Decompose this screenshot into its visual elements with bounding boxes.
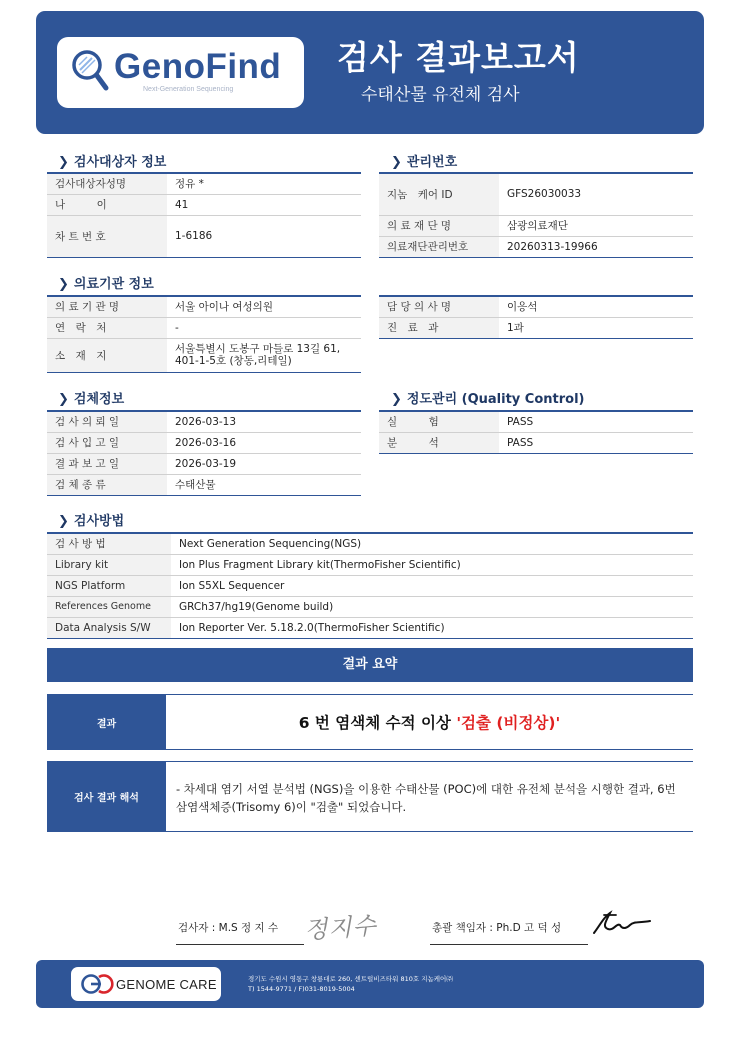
specimen-table	[47, 410, 361, 496]
field-label: 의 료 재 단 명	[379, 215, 499, 236]
table-row	[47, 474, 361, 495]
interpretation-text: - 차세대 염기 서열 분석법 (NGS)을 이용한 수태산물 (POC)에 대한 유전체 분석을 시행한 결과, 6번 삼염색체증(Trisomy 6)이 "검출" 되었습니다.	[176, 782, 676, 814]
field-label: 연 락 처	[47, 317, 167, 338]
field-label: 의료재단관리번호	[379, 236, 499, 257]
chevron-right-icon: ❯	[58, 277, 69, 292]
tester-label: 검사자 : M.S 정 지 수	[178, 922, 279, 934]
chevron-right-icon: ❯	[391, 155, 402, 170]
field-label: 담 당 의 사 명	[379, 296, 499, 317]
genome-care-logo	[71, 967, 221, 1001]
table-row	[47, 411, 361, 432]
table-row	[47, 554, 693, 575]
field-value: 서울특별시 도봉구 마들로 13길 61, 401-1-5호 (창동,리테일)	[175, 343, 341, 367]
summary-bar: 결과 요약	[47, 648, 693, 682]
table-row	[379, 432, 693, 453]
director-signature-line	[430, 944, 588, 945]
field-label: Data Analysis S/W	[47, 617, 171, 638]
method-table	[47, 532, 693, 639]
table-row	[47, 215, 361, 257]
section-title-institution: ❯ 의료기관 정보	[58, 277, 154, 292]
table-row	[47, 317, 361, 338]
interpretation-box	[47, 761, 693, 832]
table-row	[379, 173, 693, 215]
field-label: 검 사 입 고 일	[47, 432, 167, 453]
result-box	[47, 694, 693, 750]
table-row	[379, 411, 693, 432]
field-value: 2026-03-13	[167, 411, 361, 432]
field-value: 이응석	[499, 296, 693, 317]
genome-care-wordmark: GENOME CARE	[116, 977, 217, 992]
field-value: Ion S5XL Sequencer	[171, 575, 693, 596]
result-text	[166, 695, 693, 749]
field-label: References Genome	[47, 596, 171, 617]
section-title-qc: ❯ 정도관리 (Quality Control)	[391, 392, 585, 407]
field-value: PASS	[507, 436, 534, 449]
result-flag: '검출 (비정상)'	[456, 714, 561, 732]
table-row	[379, 317, 693, 338]
chevron-right-icon: ❯	[58, 155, 69, 170]
section-title-specimen: ❯ 검체정보	[58, 392, 125, 407]
table-row	[47, 617, 693, 638]
field-label: 결 과 보 고 일	[47, 453, 167, 474]
result-main: 6 번 염색체 수적 이상	[298, 714, 451, 732]
field-value: PASS	[499, 411, 693, 432]
tester-signature-line	[176, 944, 304, 945]
field-value: Ion Reporter Ver. 5.18.2.0(ThermoFisher Scientific)	[179, 621, 445, 634]
report-header	[36, 11, 704, 134]
tester-signature: 정지수	[303, 911, 378, 945]
magnifier-icon	[70, 48, 110, 94]
field-value: Next Generation Sequencing(NGS)	[171, 533, 693, 554]
interpretation-label: 검사 결과 해석	[47, 762, 166, 831]
field-value: 서울 아이나 여성의원	[167, 296, 361, 317]
field-value: 1과	[507, 322, 524, 334]
footer-address: 경기도 수원시 영통구 창룡대로 260, 센트럴비즈타워 810호 지놈케어㈜ T) 1544-9771 / F)031-8019-5004	[248, 975, 453, 993]
table-row	[47, 533, 693, 554]
field-label: 검 체 종 류	[47, 474, 167, 495]
report-title: 검사 결과보고서	[337, 38, 580, 77]
table-row	[47, 575, 693, 596]
director-label: 총괄 책임자 : Ph.D 고 덕 성	[432, 922, 562, 934]
section-title-management: ❯ 관리번호	[391, 155, 458, 170]
table-row	[47, 596, 693, 617]
field-label: 지놈 케어 ID	[379, 173, 499, 215]
field-label: Library kit	[47, 554, 171, 575]
table-row	[379, 296, 693, 317]
field-label: 소 재 지	[47, 338, 167, 372]
field-label: 의 료 기 관 명	[47, 296, 167, 317]
field-value: 삼광의료재단	[499, 215, 693, 236]
field-value: 41	[167, 194, 361, 215]
table-row	[47, 338, 361, 372]
chevron-right-icon: ❯	[58, 392, 69, 407]
result-label: 결과	[47, 695, 166, 749]
table-row	[47, 296, 361, 317]
table-row	[47, 173, 361, 194]
director-signature	[590, 907, 654, 939]
field-value: 20260313-19966	[507, 240, 598, 253]
field-label: 진 료 과	[379, 317, 499, 338]
field-value: Ion Plus Fragment Library kit(ThermoFisher Scientific)	[171, 554, 693, 575]
field-value: 정유 *	[167, 173, 361, 194]
field-label: NGS Platform	[47, 575, 171, 596]
field-label: 검사대상자성명	[47, 173, 167, 194]
institution-doctor-table	[379, 295, 693, 339]
field-value: 1-6186	[175, 230, 213, 242]
table-row	[47, 453, 361, 474]
chevron-right-icon: ❯	[58, 514, 69, 529]
institution-table	[47, 295, 361, 373]
field-label: 분 석	[379, 432, 499, 453]
logo-wordmark: GenoFind	[114, 47, 282, 86]
table-row	[379, 236, 693, 257]
genofind-logo	[57, 37, 304, 108]
field-label: 검 사 방 법	[47, 533, 171, 554]
table-row	[47, 194, 361, 215]
field-value: 2026-03-19	[167, 453, 361, 474]
field-value: -	[167, 317, 361, 338]
field-label: 실 험	[379, 411, 499, 432]
field-label: 나 이	[47, 194, 167, 215]
table-row	[47, 432, 361, 453]
section-title-patient: ❯ 검사대상자 정보	[58, 155, 167, 170]
field-label: 차 트 번 호	[47, 215, 167, 257]
qc-table	[379, 410, 693, 454]
patient-table	[47, 172, 361, 258]
report-footer	[36, 960, 704, 1008]
genome-care-icon	[80, 973, 114, 995]
field-value: GFS26030033	[499, 173, 693, 215]
field-label: 검 사 의 뢰 일	[47, 411, 167, 432]
chevron-right-icon: ❯	[391, 392, 402, 407]
management-table	[379, 172, 693, 258]
logo-tagline: Next-Generation Sequencing	[143, 86, 234, 93]
table-row	[379, 215, 693, 236]
field-value: 수태산물	[175, 479, 216, 491]
report-subtitle: 수태산물 유전체 검사	[361, 85, 520, 105]
section-title-method: ❯ 검사방법	[58, 514, 125, 529]
field-value: GRCh37/hg19(Genome build)	[171, 596, 693, 617]
field-value: 2026-03-16	[167, 432, 361, 453]
